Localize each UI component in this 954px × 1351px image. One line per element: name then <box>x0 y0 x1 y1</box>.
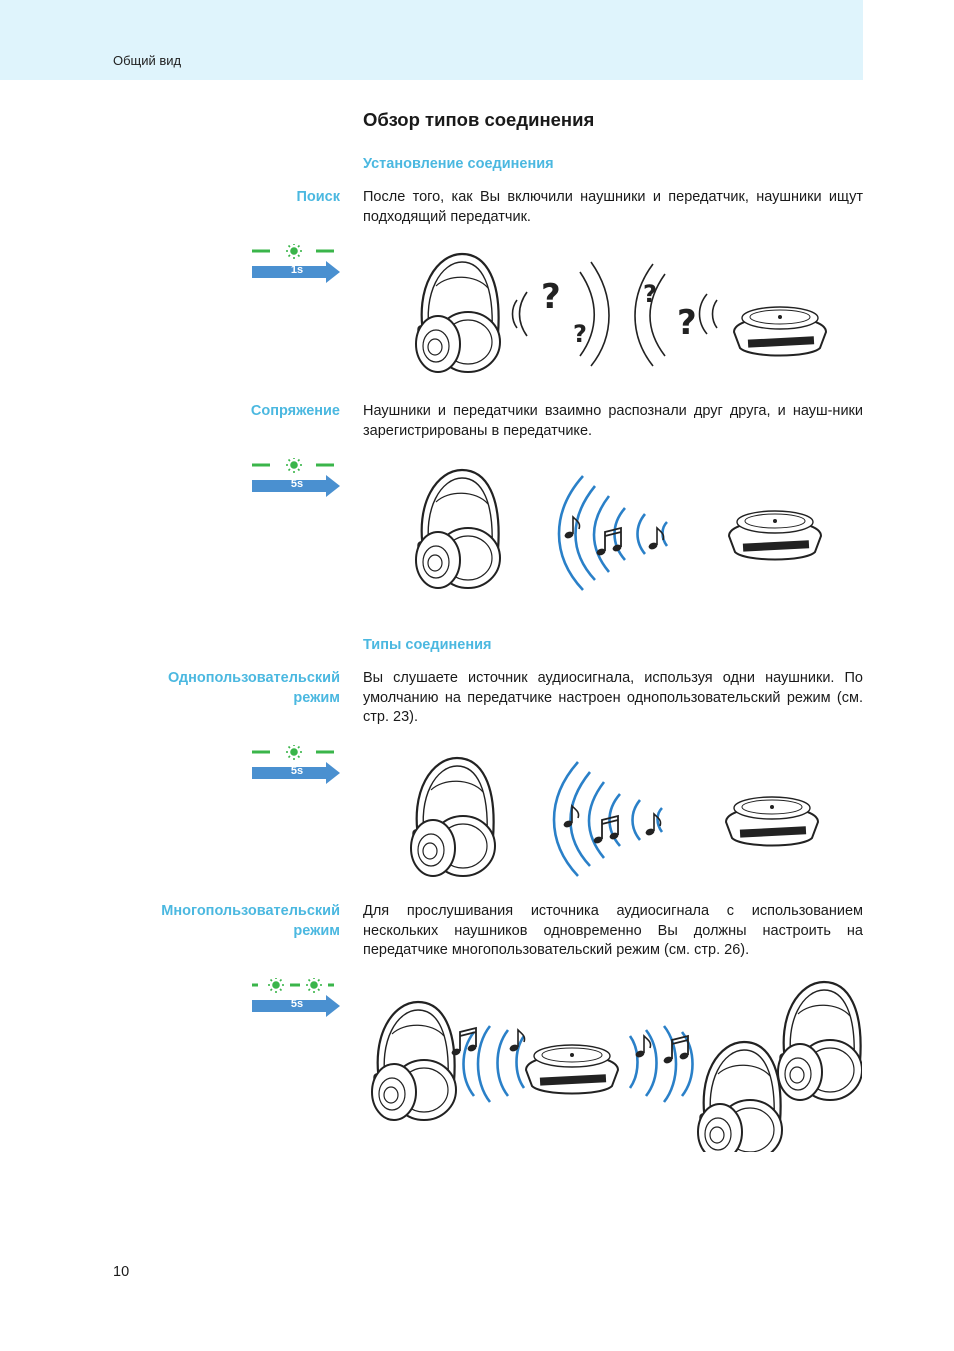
led-indicator-single-user <box>252 745 342 795</box>
section-title: Общий вид <box>113 53 182 68</box>
text-single-user: Вы слушаете источник аудиосигнала, используя одни наушники. По умолчанию на передатчике настроен однопользовательский режим (см. стр. 23). <box>363 670 863 725</box>
svg-text:?: ? <box>677 303 697 343</box>
label-multi-user <box>120 902 340 941</box>
music-note-icon <box>564 517 580 540</box>
label-single-user-line1: Однопользовательский <box>167 670 340 686</box>
headphones-icon <box>411 758 495 876</box>
headphones-icon <box>698 1042 782 1152</box>
led-on-icon <box>286 745 302 760</box>
music-note-icon <box>635 1036 651 1059</box>
illustration-single-user <box>400 748 840 880</box>
led-on-icon <box>286 458 302 473</box>
led-on-icon <box>306 978 322 993</box>
header-band <box>0 0 863 80</box>
led-indicator-search <box>252 244 342 294</box>
svg-text:?: ? <box>573 320 587 348</box>
headphones-icon <box>778 982 862 1100</box>
text-search: После того, как Вы включили наушники и передатчик, наушники ищут подходящий передатчик. <box>363 189 863 225</box>
svg-text:?: ? <box>643 280 657 308</box>
duration-label: 1s <box>290 264 304 276</box>
led-on-icon <box>286 244 302 259</box>
signal-waves-icon <box>559 476 667 590</box>
question-marks-icon <box>541 277 697 348</box>
label-multi-user-line2: режим <box>293 922 340 939</box>
led-on-icon <box>268 978 284 993</box>
led-indicator-pairing <box>252 458 342 508</box>
text-pairing: Наушники и передатчики взаимно распознали друг друга, и науш-ники зарегистрированы в передатчике. <box>363 403 863 439</box>
music-note-icon <box>648 528 664 551</box>
transmitter-icon <box>726 797 818 846</box>
headphones-icon <box>416 470 500 588</box>
illustration-multi-user <box>362 972 862 1152</box>
page-title: Обзор типов соединения <box>363 109 595 130</box>
led-indicator-multi-user <box>252 978 342 1028</box>
heading-connection-setup: Установление соединения <box>363 156 554 172</box>
transmitter-icon <box>526 1045 618 1094</box>
label-single-user-line2: режим <box>293 689 340 706</box>
illustration-search <box>405 244 835 374</box>
label-pairing: Сопряжение <box>250 403 340 419</box>
duration-label: 5s <box>290 998 304 1010</box>
duration-label: 5s <box>290 765 304 777</box>
text-multi-user: Для прослушивания источника аудиосигнала с использованием нескольких наушников одновременно Вы должны настроить на передатчике многопользовательский режим (см. стр. 26). <box>363 903 863 958</box>
illustration-pairing <box>405 460 835 592</box>
heading-connection-types: Типы соединения <box>363 637 492 653</box>
page-number: 10 <box>113 1264 130 1280</box>
duration-label: 5s <box>290 478 304 490</box>
transmitter-icon <box>729 511 821 560</box>
label-search: Поиск <box>296 189 340 205</box>
headphones-icon <box>372 1002 456 1120</box>
headphones-icon <box>416 254 500 372</box>
label-single-user <box>120 669 340 708</box>
label-multi-user-line1: Многопользовательский <box>161 903 340 919</box>
svg-text:?: ? <box>541 277 561 317</box>
transmitter-icon <box>734 307 826 356</box>
